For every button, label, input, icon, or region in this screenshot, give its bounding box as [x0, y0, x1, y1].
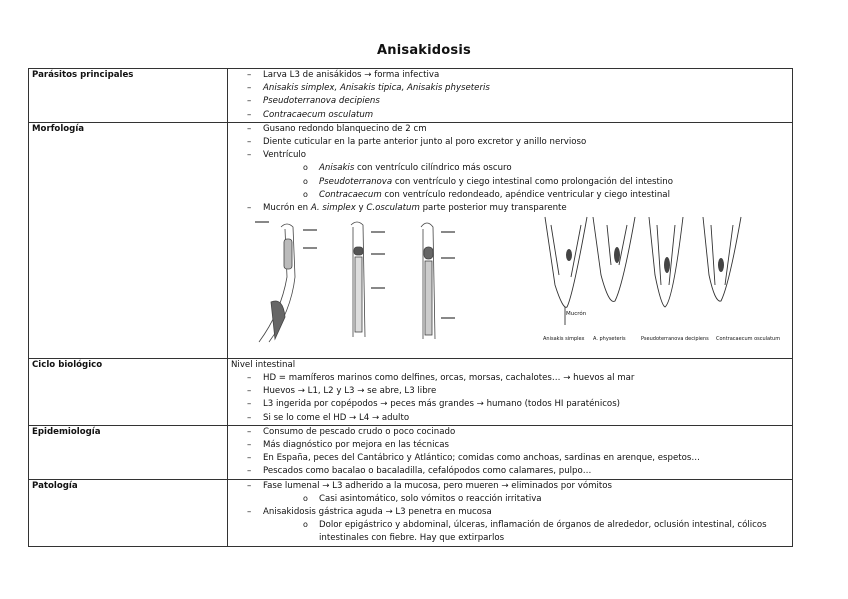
row-patologia [29, 479, 793, 546]
label-ciclo: Ciclo biológico [29, 358, 228, 425]
list-item: – Anisakidosis gástrica aguda → L3 penetra en mucosa o Dolor epigástrico y abdominal, úlceras, inflamación de órganos de alrededor, oclusión intestinal, cólicos intestinales con fiebre. Hay que extirparlos [247, 506, 792, 546]
sub-item: o Contracaecum con ventrículo redondeado, apéndice ventricular y ciego intestinal [303, 189, 792, 202]
larvae-anterior-illustration [251, 217, 481, 345]
figure-caption: A. physeteris [593, 336, 626, 343]
label-parasitos: Parásitos principales [29, 69, 228, 123]
list-item: – Más diagnóstico por mejora en las técnicas [247, 439, 792, 452]
page-title: Anisakidosis [377, 43, 471, 58]
row-ciclo [29, 358, 793, 425]
larvae-posterior-illustration [543, 215, 793, 348]
list-item: – Anisakis simplex, Anisakis tipica, Anisakis physeteris [247, 82, 792, 95]
list-item: – L3 ingerida por copépodos → peces más grandes → humano (todos HI paraténicos) [247, 398, 792, 411]
summary-table [28, 68, 793, 547]
list-item: – Larva L3 de anisákidos → forma infectiva [247, 69, 792, 82]
figure-caption: Anisakis simplex [543, 336, 585, 343]
list-item: – Pescados como bacalao o bacaladilla, cefalópodos como calamares, pulpo… [247, 465, 792, 478]
label-epidemiologia: Epidemiología [29, 425, 228, 479]
label-mucron: Mucrón [566, 311, 587, 318]
list-item: – En España, peces del Cantábrico y Atlántico; comidas como anchoas, sardinas en arenque, espetos… [247, 452, 792, 465]
sub-item: o Casi asintomático, solo vómitos o reacción irritativa [303, 493, 792, 506]
list-item: – Ventrículo o Anisakis con ventrículo cilíndrico más oscuro o Pseudoterranova con ventrículo y ciego intestinal como prolongación del intestino o Contracaecum con ventrículo redondeado, apéndice ventricular y ciego intestinal [247, 149, 792, 202]
list-item: – Diente cuticular en la parte anterior junto al poro excretor y anillo nervioso [247, 136, 792, 149]
list-item: – Mucrón en A. simplex y C.osculatum parte posterior muy transparente [247, 202, 792, 215]
content-ciclo [228, 358, 793, 425]
sub-item: o Anisakis con ventrículo cilíndrico más oscuro [303, 162, 792, 175]
list-item: – Huevos → L1, L2 y L3 → se abre, L3 libre [247, 385, 792, 398]
list-item: – Si se lo come el HD → L4 → adulto [247, 412, 792, 425]
content-parasitos [228, 69, 793, 123]
morphology-figures [231, 215, 792, 348]
row-morfologia [29, 122, 793, 358]
row-parasitos [29, 69, 793, 123]
list-item: – Consumo de pescado crudo o poco cocinado [247, 426, 792, 439]
sub-item: o Dolor epigástrico y abdominal, úlceras, inflamación de órganos de alrededor, oclusión intestinal, cólicos intestinales con fiebre. Hay que extirparlos [303, 519, 792, 545]
list-item: – HD = mamíferos marinos como delfines, orcas, morsas, cachalotes… → huevos al mar [247, 372, 792, 385]
content-epidemiologia [228, 425, 793, 479]
row-epidemiologia [29, 425, 793, 479]
label-patologia: Patología [29, 479, 228, 546]
cycle-heading: Nivel intestinal [231, 359, 296, 370]
sub-item: o Pseudoterranova con ventrículo y ciego intestinal como prolongación del intestino [303, 176, 792, 189]
figure-caption: Contracaecum osculatum [716, 336, 781, 343]
list-item: – Gusano redondo blanquecino de 2 cm [247, 123, 792, 136]
content-morfologia [228, 122, 793, 358]
content-patologia [228, 479, 793, 546]
list-item: – Contracaecum osculatum [247, 109, 792, 122]
list-item: – Fase lumenal → L3 adherido a la mucosa, pero mueren → eliminados por vómitos o Casi asintomático, solo vómitos o reacción irritativa [247, 480, 792, 506]
label-morfologia: Morfología [29, 122, 228, 358]
figure-caption: Pseudoterranova decipiens [641, 336, 709, 343]
list-item: – Pseudoterranova decipiens [247, 95, 792, 108]
